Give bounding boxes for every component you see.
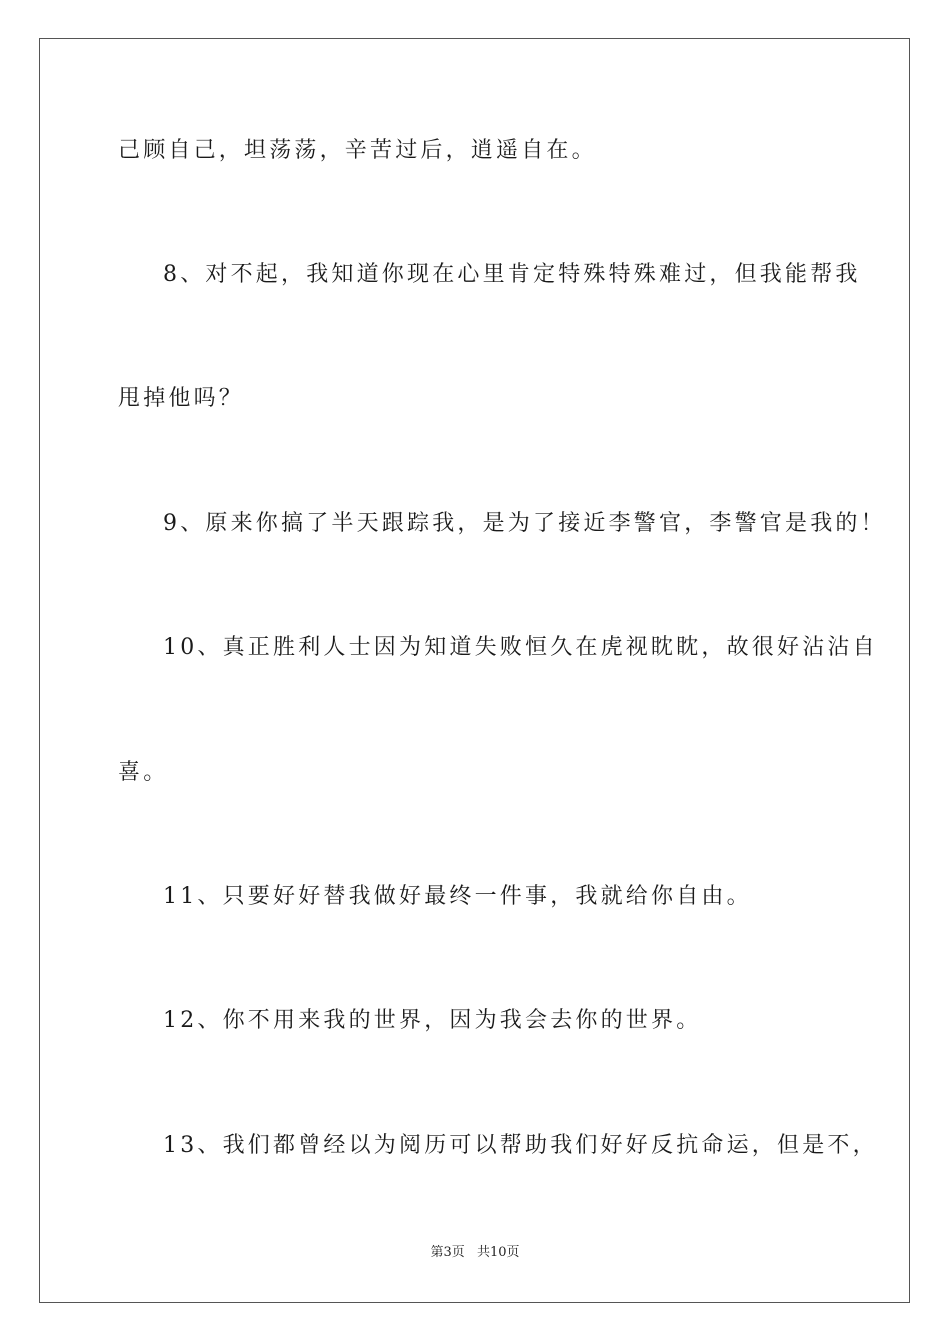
text-line-5: 10、真正胜利人士因为知道失败恒久在虎视眈眈，故很好沾沾自 — [163, 635, 878, 660]
page-number: 第3页 — [430, 1245, 465, 1260]
text-line-8: 12、你不用来我的世界，因为我会去你的世界。 — [163, 1008, 702, 1033]
text-line-6: 喜。 — [118, 760, 169, 785]
page-frame — [39, 38, 910, 1303]
text-line-3: 甩掉他吗？ — [118, 386, 245, 411]
text-line-1: 己顾自己，坦荡荡，辛苦过后，逍遥自在。 — [118, 138, 597, 163]
text-line-7: 11、只要好好替我做好最终一件事，我就给你自由。 — [163, 884, 752, 909]
page-footer — [0, 1243, 950, 1263]
page-total: 共10页 — [476, 1245, 520, 1260]
text-line-2: 8、对不起，我知道你现在心里肯定特殊特殊难过，但我能帮我 — [163, 262, 861, 287]
text-line-9: 13、我们都曾经以为阅历可以帮助我们好好反抗命运，但是不， — [163, 1133, 878, 1158]
text-line-4: 9、原来你搞了半天跟踪我，是为了接近李警官，李警官是我的！ — [163, 511, 886, 536]
